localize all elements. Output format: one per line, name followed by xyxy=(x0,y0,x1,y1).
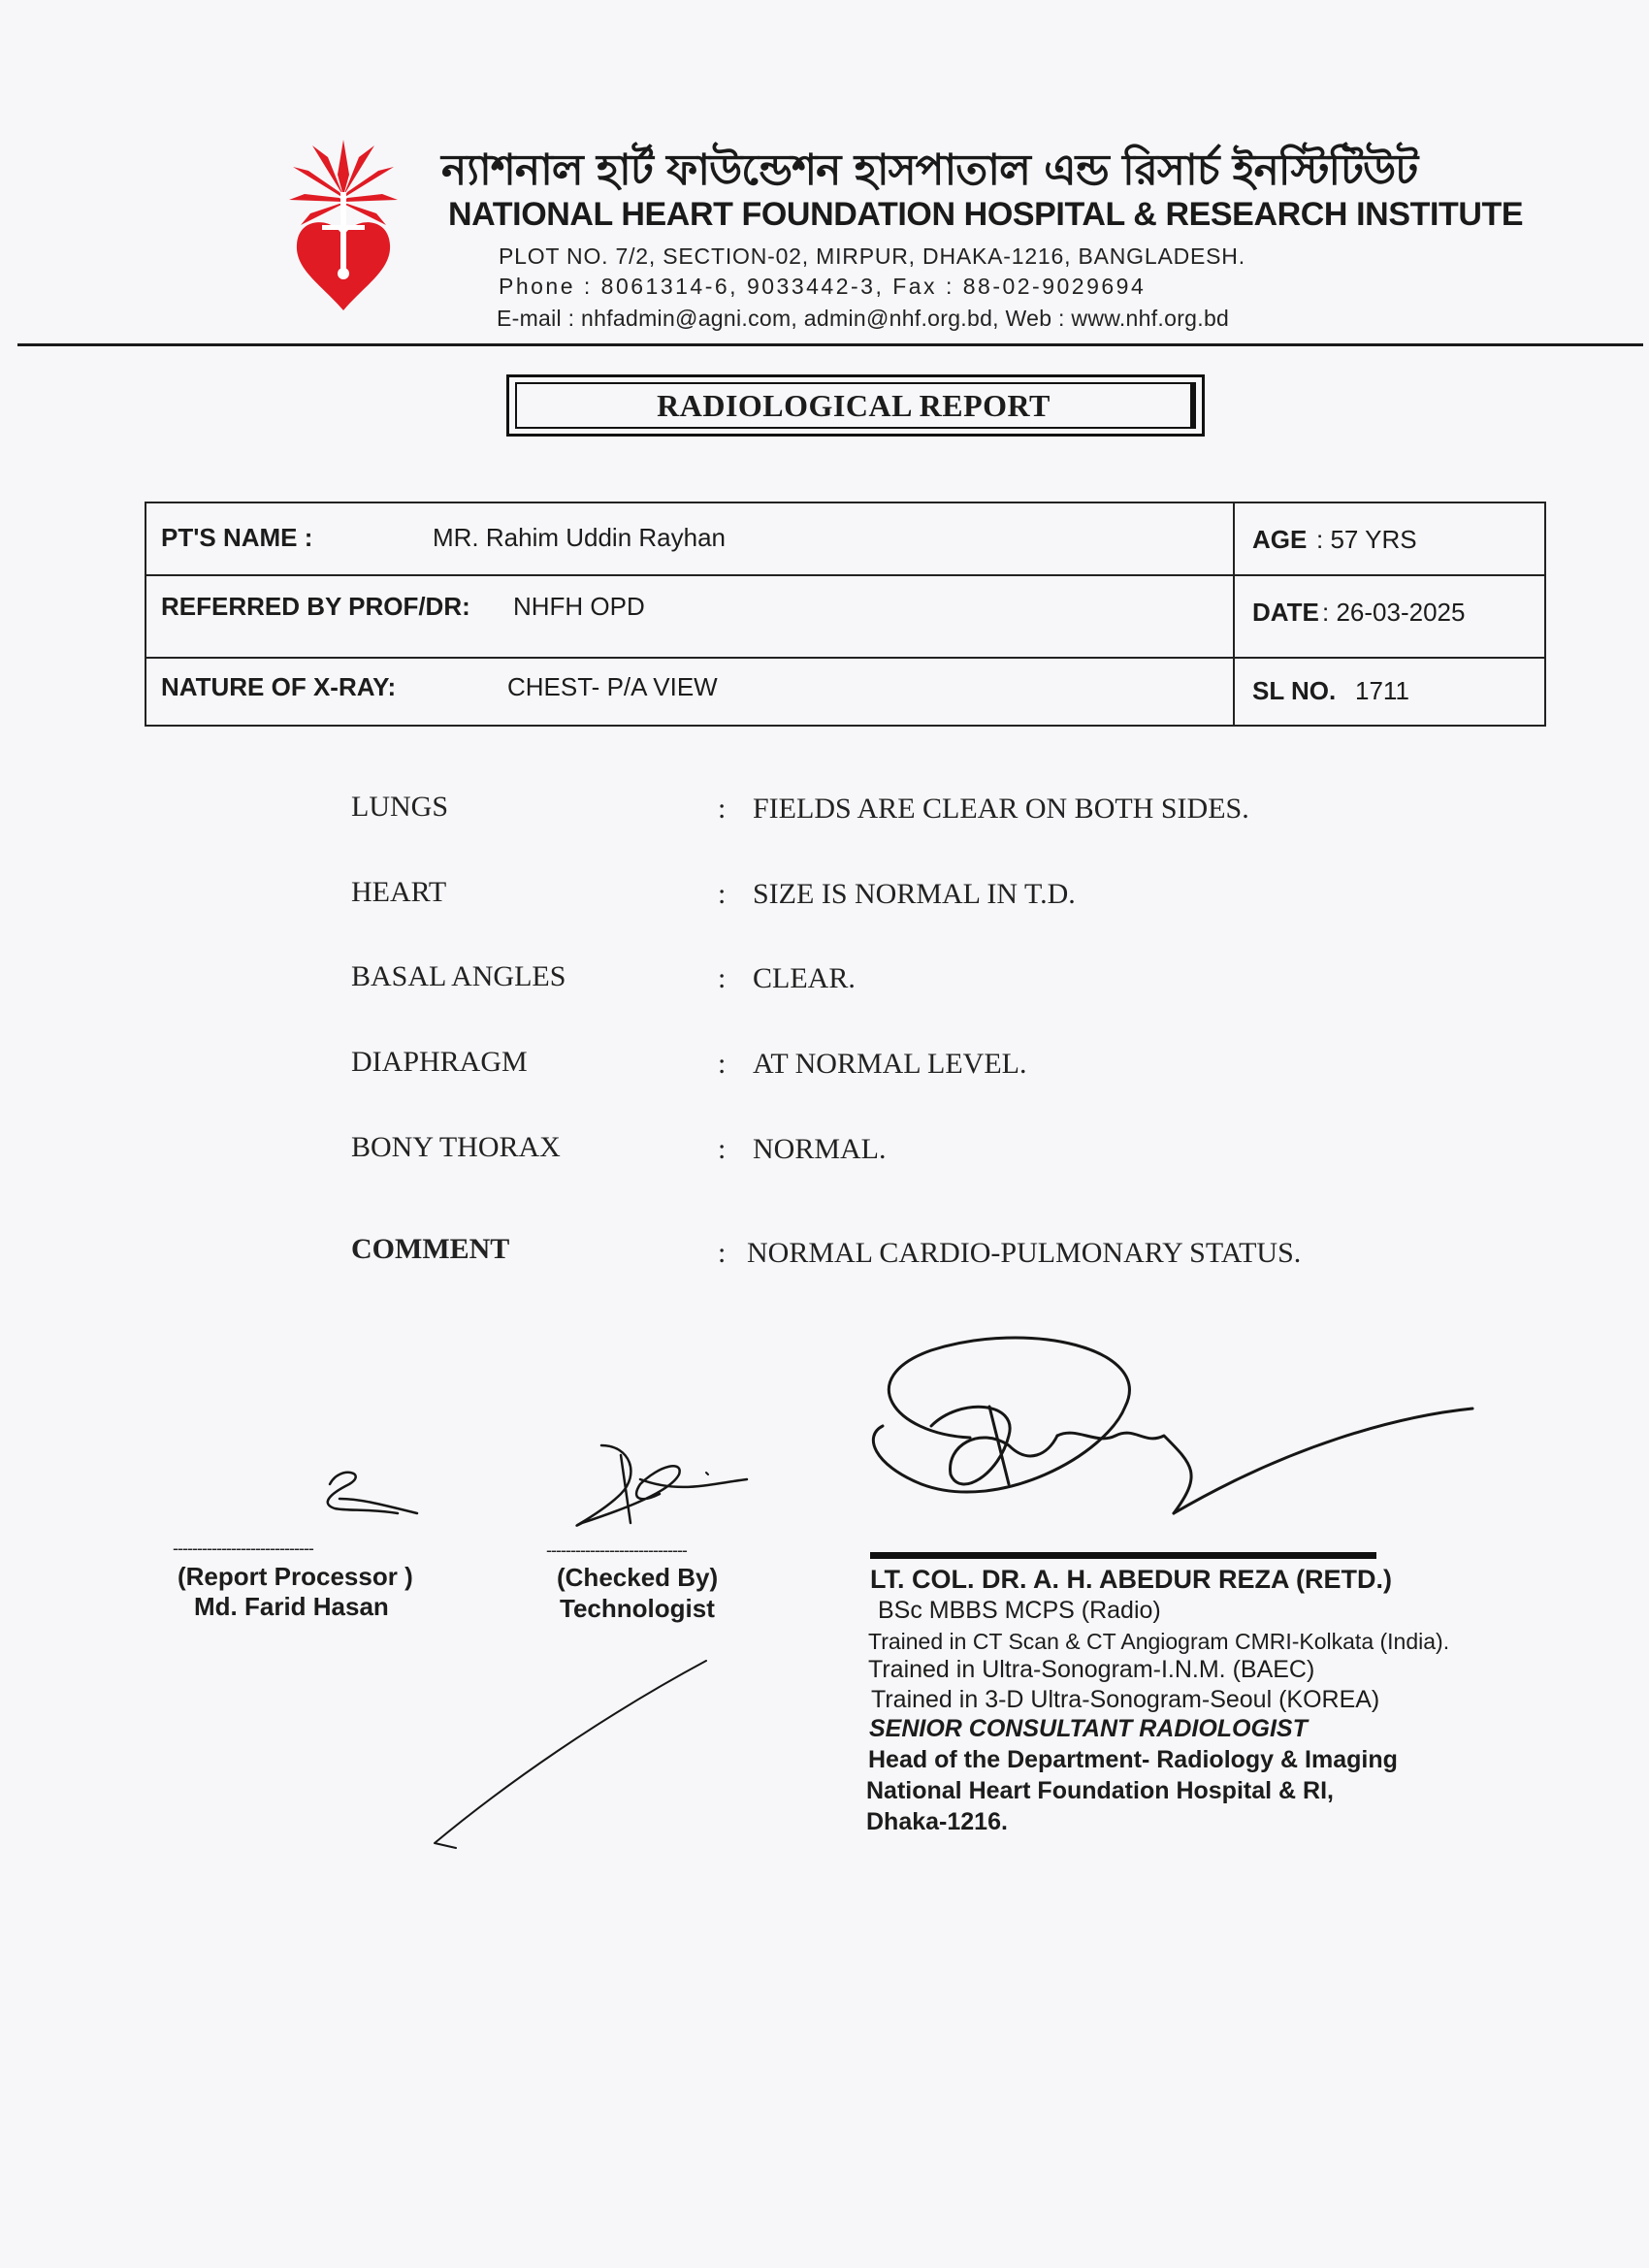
serial-no-label: SL NO. xyxy=(1252,676,1337,705)
finding-value-basal-angles: CLEAR. xyxy=(753,962,856,994)
finding-label-bony-thorax: BONY THORAX xyxy=(351,1131,561,1163)
comment-label: COMMENT xyxy=(351,1233,510,1265)
consultant-training-2: Trained in Ultra-Sonogram-I.N.M. (BAEC) xyxy=(868,1656,1315,1683)
finding-colon: : xyxy=(718,962,727,994)
xray-type-value: CHEST- P/A VIEW xyxy=(507,672,718,701)
comment-colon: : xyxy=(718,1237,727,1269)
date-value: : 26-03-2025 xyxy=(1322,598,1466,627)
consultant-training-3: Trained in 3-D Ultra-Sonogram-Seoul (KOREA) xyxy=(871,1686,1380,1713)
age-label: AGE xyxy=(1252,525,1308,554)
checker-signature-line: ----------------------------- xyxy=(546,1540,687,1560)
referred-by-value: NHFH OPD xyxy=(513,592,645,621)
finding-label-heart: HEART xyxy=(351,876,447,908)
referred-by-label: REFERRED BY PROF/DR: xyxy=(161,592,470,621)
finding-value-lungs: FIELDS ARE CLEAR ON BOTH SIDES. xyxy=(753,793,1249,825)
consultant-city: Dhaka-1216. xyxy=(866,1808,1008,1835)
hospital-address: PLOT NO. 7/2, SECTION-02, MIRPUR, DHAKA-1216, BANGLADESH. xyxy=(499,243,1245,269)
finding-label-basal-angles: BASAL ANGLES xyxy=(351,960,566,992)
finding-label-lungs: LUNGS xyxy=(351,791,449,823)
consultant-training-1: Trained in CT Scan & CT Angiogram CMRI-Kolkata (India). xyxy=(868,1629,1450,1654)
date-label: DATE xyxy=(1252,598,1319,627)
finding-value-diaphragm: AT NORMAL LEVEL. xyxy=(753,1048,1027,1080)
finding-colon: : xyxy=(718,878,727,910)
finding-colon: : xyxy=(718,793,727,825)
processor-signature-line: ----------------------------- xyxy=(173,1539,313,1558)
hospital-phone: Phone : 8061314-6, 9033442-3, Fax : 88-02-9029694 xyxy=(499,274,1147,299)
patient-name-label: PT'S NAME : xyxy=(161,523,313,552)
consultant-signature-rule xyxy=(870,1552,1376,1559)
xray-type-label: NATURE OF X-RAY: xyxy=(161,672,397,701)
hospital-name-english: NATIONAL HEART FOUNDATION HOSPITAL & RESEARCH INSTITUTE xyxy=(448,196,1524,233)
processor-role: (Report Processor ) xyxy=(178,1562,413,1591)
consultant-department: Head of the Department- Radiology & Imaging xyxy=(868,1746,1398,1773)
hospital-contact: E-mail : nhfadmin@agni.com, admin@nhf.org.bd, Web : www.nhf.org.bd xyxy=(497,306,1230,331)
age-value: : 57 YRS xyxy=(1316,525,1417,554)
checker-name: Technologist xyxy=(560,1594,715,1623)
finding-label-diaphragm: DIAPHRAGM xyxy=(351,1046,528,1078)
finding-colon: : xyxy=(718,1048,727,1080)
serial-no-value: 1711 xyxy=(1355,676,1409,705)
report-title: RADIOLOGICAL REPORT xyxy=(515,382,1196,429)
hospital-name-bangla: ন্যাশনাল হার্ট ফাউন্ডেশন হাসপাতাল এন্ড রিসার্চ ইনস্টিটিউট xyxy=(441,146,1418,195)
consultant-degree: BSc MBBS MCPS (Radio) xyxy=(878,1597,1161,1624)
finding-value-bony-thorax: NORMAL. xyxy=(753,1133,887,1165)
consultant-designation: SENIOR CONSULTANT RADIOLOGIST xyxy=(869,1715,1308,1742)
finding-value-heart: SIZE IS NORMAL IN T.D. xyxy=(753,878,1076,910)
patient-name-value: MR. Rahim Uddin Rayhan xyxy=(433,523,727,552)
comment-value: NORMAL CARDIO-PULMONARY STATUS. xyxy=(747,1237,1302,1269)
consultant-hospital: National Heart Foundation Hospital & RI, xyxy=(866,1777,1334,1804)
consultant-name: LT. COL. DR. A. H. ABEDUR REZA (RETD.) xyxy=(870,1565,1392,1594)
processor-name: Md. Farid Hasan xyxy=(194,1592,389,1621)
finding-colon: : xyxy=(718,1133,727,1165)
checker-role: (Checked By) xyxy=(557,1563,719,1592)
